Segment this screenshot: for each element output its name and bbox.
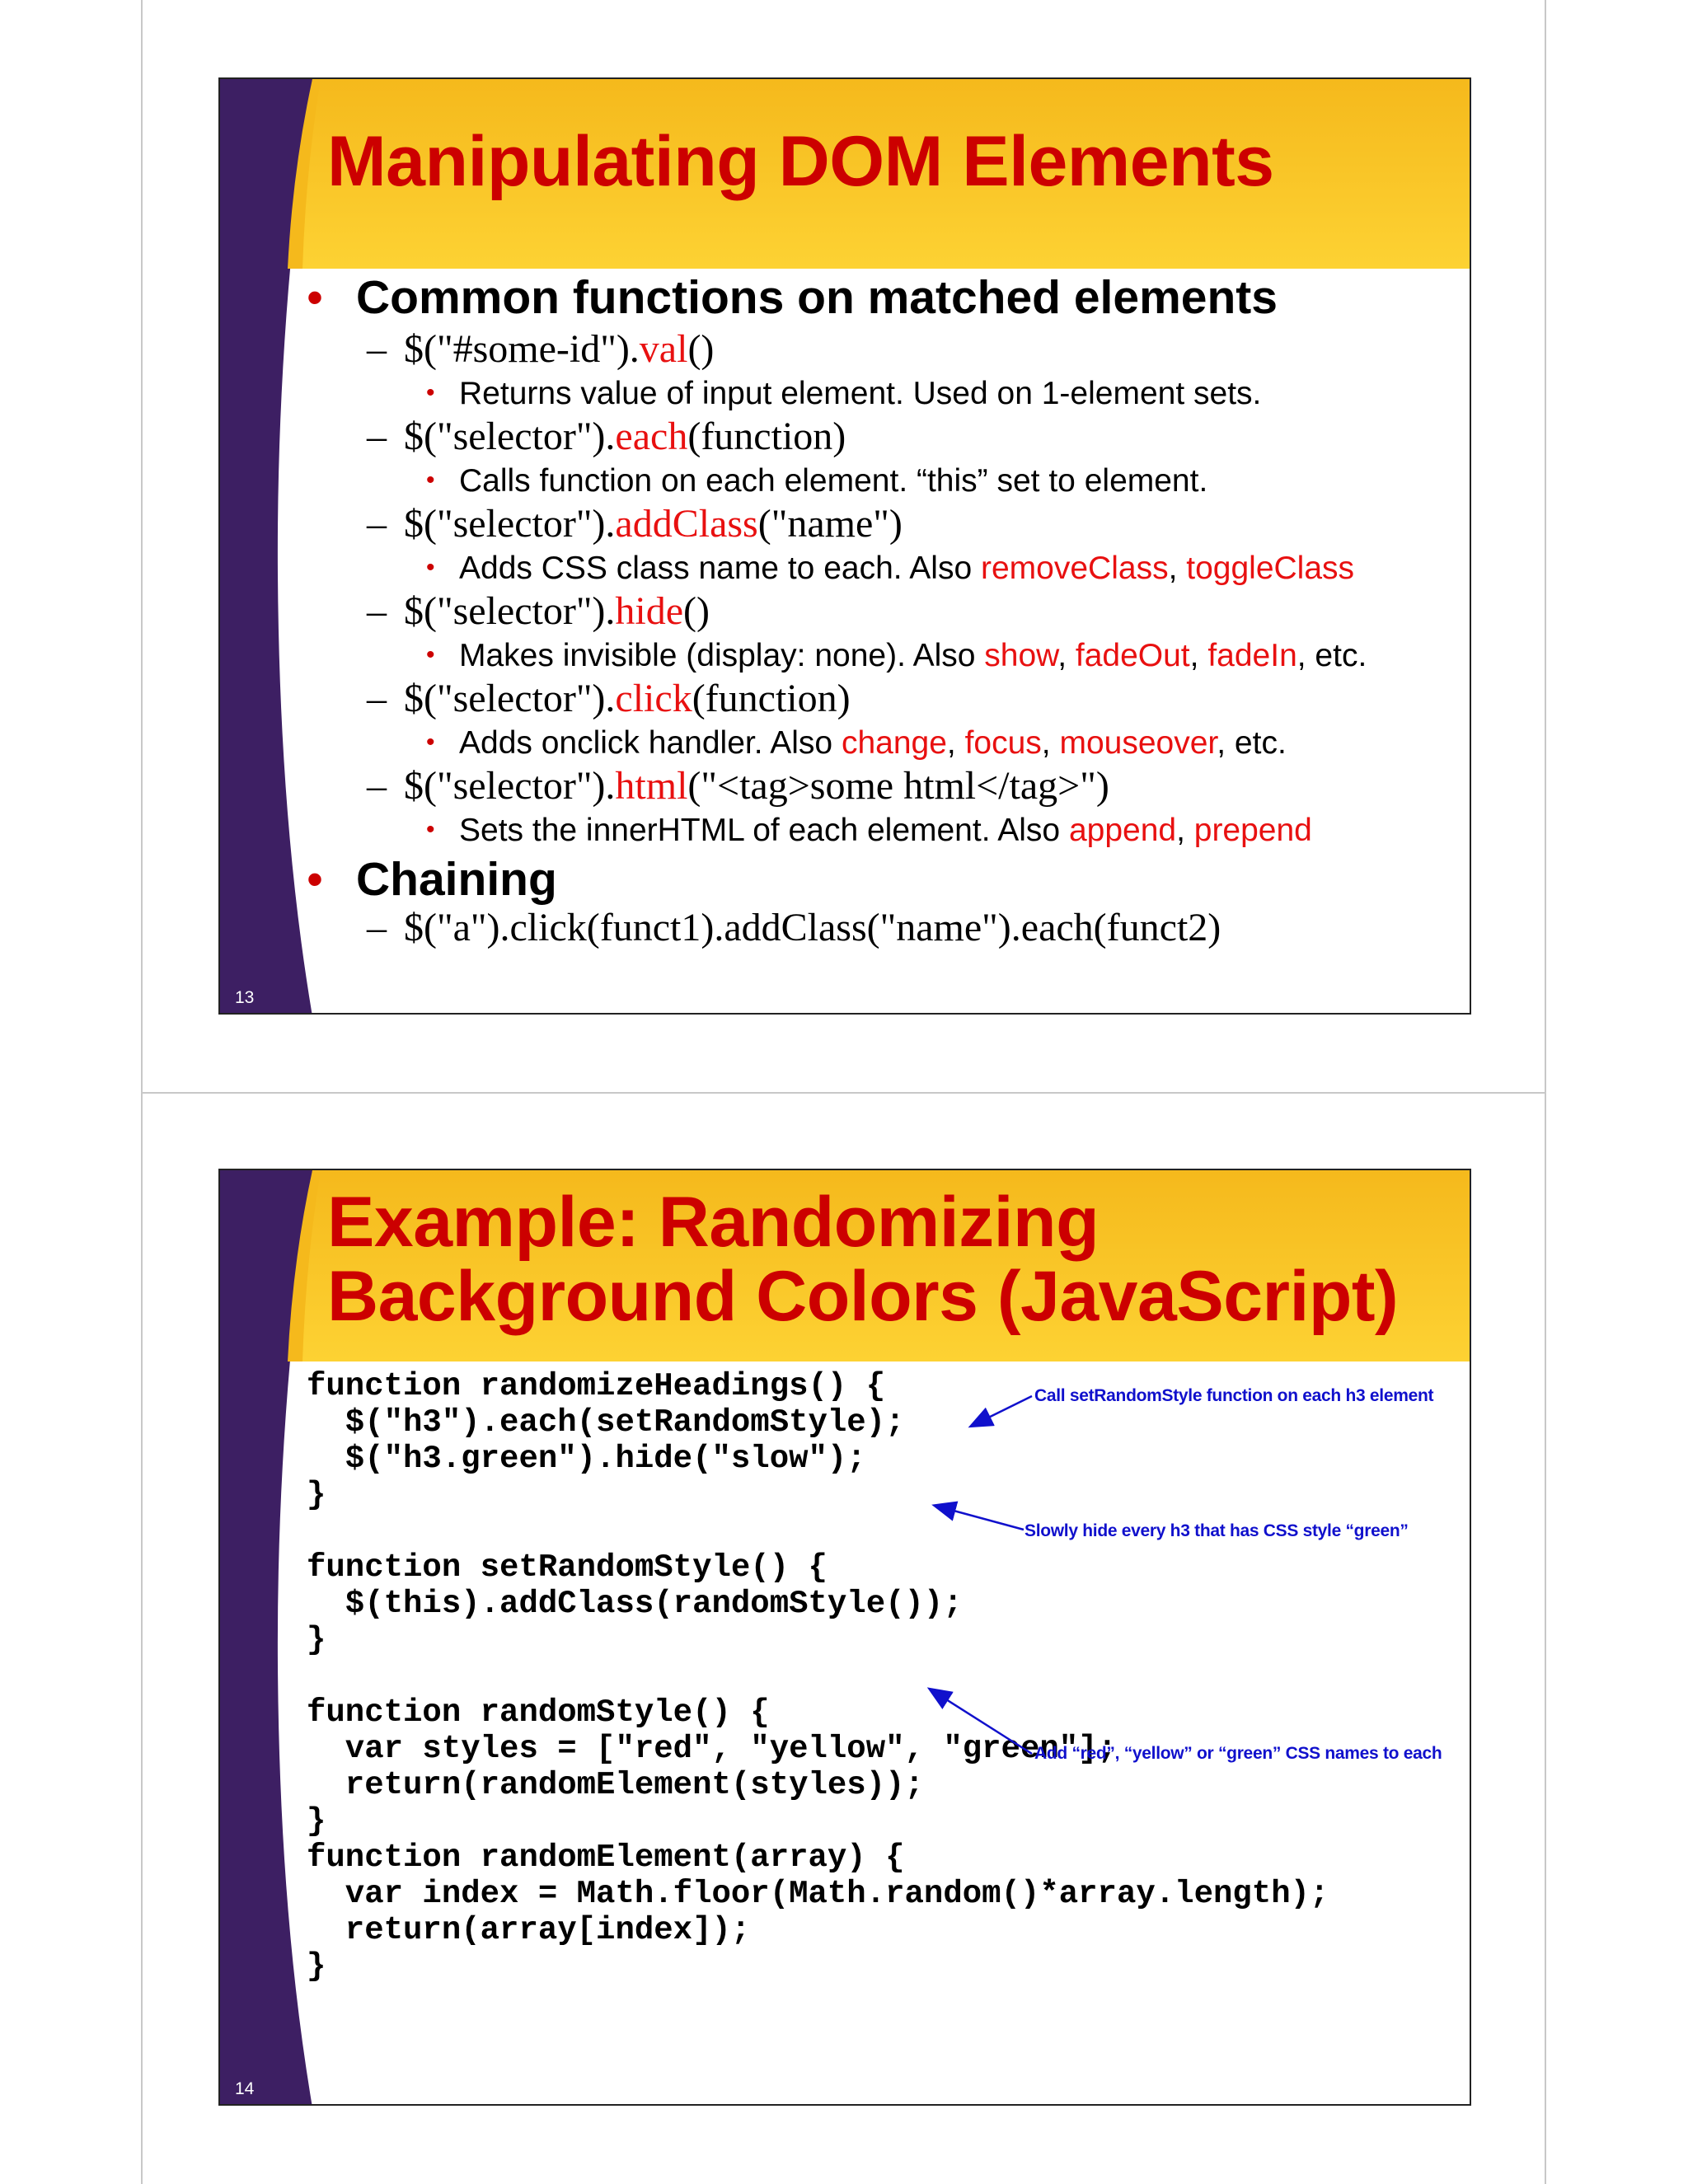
code-line: return(array[index]); [307,1912,751,1948]
arrow-addclass [931,1690,1032,1754]
code-item-val: – $("#some-id").val() [367,327,715,371]
desc-item-val: • Returns value of input element. Used on 1-element sets. [426,376,1262,411]
annotation-hide: Slowly hide every h3 that has CSS style “green” [1025,1521,1409,1540]
code-line: } [307,1803,326,1840]
code-line: $("h3").each(setRandomStyle); [307,1404,905,1441]
desc-item-hide: • Makes invisible (display: none). Also show, fadeOut, fadeIn, etc. [426,638,1367,673]
code-line: function setRandomStyle() { [307,1549,828,1586]
desc-item-html: • Sets the innerHTML of each element. Also append, prepend [426,813,1312,848]
page-divider [141,1092,1546,1094]
annotation-each: Call setRandomStyle function on each h3 element [1034,1386,1434,1405]
code-item-html: – $("selector").html("<tag>some html</tag>") [367,764,1109,808]
code-line: $("h3.green").hide("slow"); [307,1441,866,1477]
code-line: } [307,1622,326,1658]
slide-14 [218,1169,1471,2106]
code-line: function randomElement(array) { [307,1840,905,1876]
code-line: return(randomElement(styles)); [307,1767,924,1803]
desc-item-addclass: • Adds CSS class name to each. Also removeClass, toggleClass [426,551,1355,586]
slide-title: Example: Randomizing Background Colors (JavaScript) [327,1183,1399,1336]
code-line: $(this).addClass(randomStyle()); [307,1586,963,1622]
slide-number: 14 [235,2079,255,2098]
code-line: var index = Math.floor(Math.random()*array.length); [307,1876,1329,1912]
code-item-hide: – $("selector").hide() [367,589,710,633]
code-line: var styles = ["red", "yellow", "green"]; [307,1731,1117,1767]
slide-title: Manipulating DOM Elements [327,122,1274,201]
arrow-each [972,1396,1032,1426]
code-line: function randomStyle() { [307,1694,770,1731]
code-item-click: – $("selector").click(function) [367,677,851,720]
slide-13 [218,77,1471,1015]
code-item-addclass: – $("selector").addClass("name") [367,502,903,546]
bullet-icon: • [307,271,323,324]
desc-item-each: • Calls function on each element. “this” set to element. [426,463,1208,499]
arrow-hide [935,1506,1024,1530]
desc-item-click: • Adds onclick handler. Also change, focus, mouseover, etc. [426,725,1287,761]
code-item-each: – $("selector").each(function) [367,415,846,458]
code-line: } [307,1477,326,1513]
code-line: function randomizeHeadings() { [307,1368,886,1404]
bullet-common-functions: • Common functions on matched elements [307,271,1278,324]
bullet-icon: • [307,853,323,906]
slide-number: 13 [235,988,255,1007]
chaining-example: – $("a").click(funct1).addClass("name").each(funct2) [367,906,1221,949]
bullet-chaining: • Chaining [307,853,557,906]
code-line: } [307,1948,326,1985]
annotation-arrows [220,1170,1471,2106]
annotation-addclass: Add “red”, “yellow” or “green” CSS names to each [1034,1744,1442,1763]
